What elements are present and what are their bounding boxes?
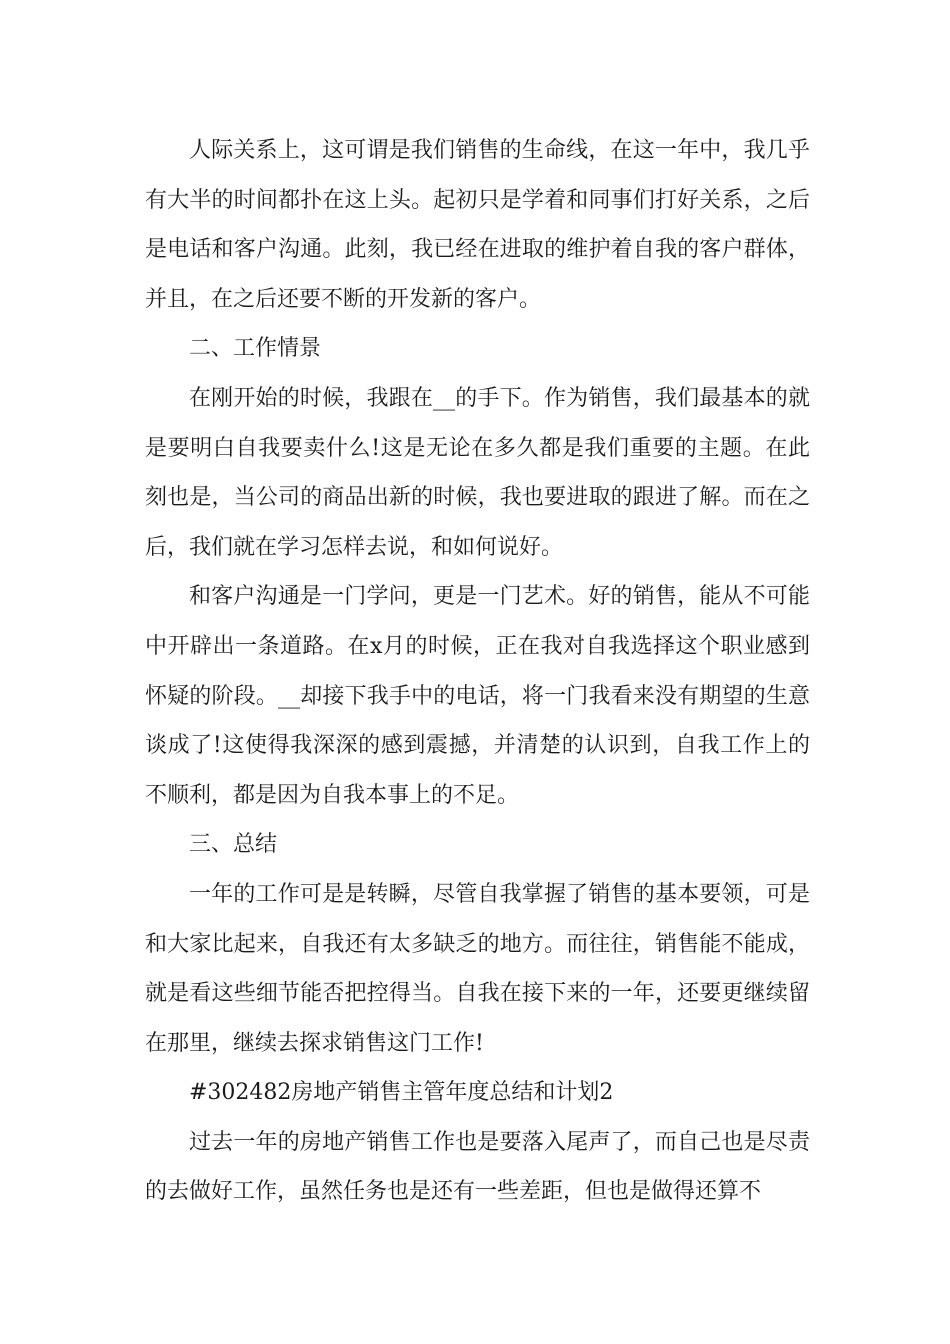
section-heading-work-situation: 二、工作情景 <box>189 336 322 362</box>
section-heading-summary: 三、总结 <box>189 832 278 858</box>
document-body <box>145 126 810 1217</box>
paragraph-past-year: 过去一年的房地产销售工作也是要落入尾声了，而自己也是尽责的去做好工作，虽然任务也是还有一些差距，但也是做得还算不 <box>145 1129 810 1205</box>
document-subtitle: #302482房地产销售主管年度总结和计划2 <box>189 1080 614 1106</box>
paragraph-relationships: 人际关系上，这可谓是我们销售的生命线，在这一年中，我几乎有大半的时间都扑在这上头。起初只是学着和同事们打好关系，之后是电话和客户沟通。此刻，我已经在进取的维护着自我的客户群体，并且，在之后还要不断的开发新的客户。 <box>145 138 810 312</box>
paragraph-getting-started: 在刚开始的时候，我跟在__的手下。作为销售，我们最基本的就是要明白自我要卖什么!这是无论在多久都是我们重要的主题。在此刻也是，当公司的商品出新的时候，我也要进取的跟进了解。而在之后，我们就在学习怎样去说，和如何说好。 <box>145 385 810 560</box>
paragraph-summary: 一年的工作可是是转瞬，尽管自我掌握了销售的基本要领，可是和大家比起来，自我还有太多缺乏的地方。而往往，销售能不能成，就是看这些细节能否把控得当。自我在接下来的一年，还要更继续留在那里，继续去探求销售这门工作! <box>145 881 810 1056</box>
paragraph-customer-communication: 和客户沟通是一门学问，更是一门艺术。好的销售，能从不可能中开辟出一条道路。在x月的时候，正在我对自我选择这个职业感到怀疑的阶段。__却接下我手中的电话，将一门我看来没有期望的生意谈成了!这使得我深深的感到震撼，并清楚的认识到，自我工作上的不顺利，都是因为自我本事上的不足。 <box>145 584 810 808</box>
